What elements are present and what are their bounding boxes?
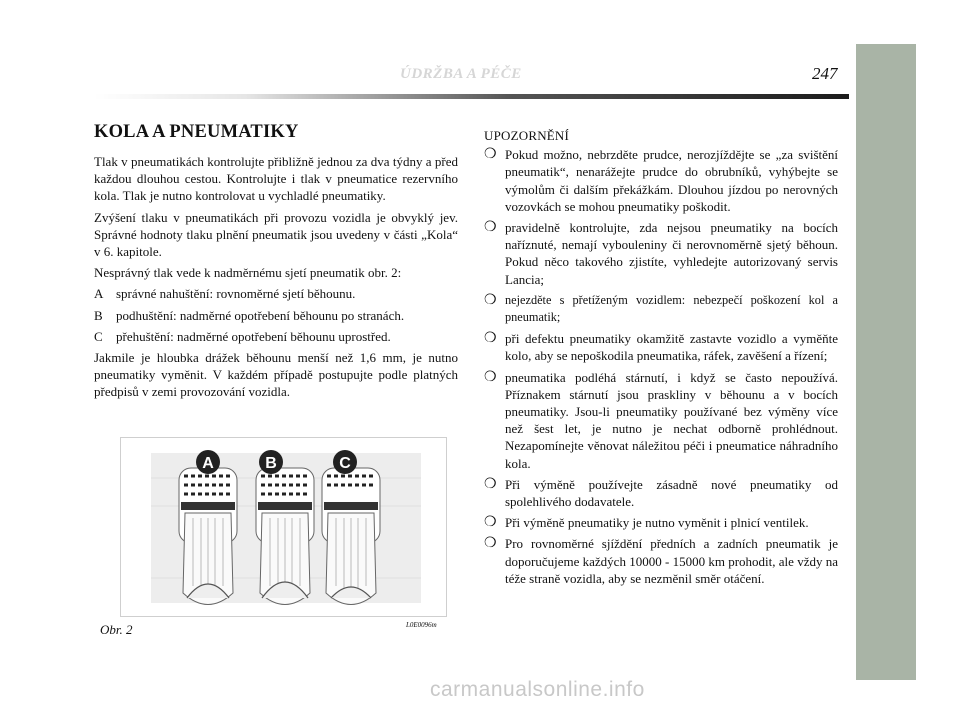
tire-a-icon bbox=[179, 450, 237, 605]
tire-c-icon bbox=[322, 450, 380, 605]
warning-item bbox=[484, 476, 838, 510]
paragraph: Jakmile je hloubka drážek běhounu menší než 1,6 mm, je nutno pneumatiky vyměnit. V každém případě postupujte podle platných předpisů v zemi provozování vozidla. bbox=[94, 350, 458, 400]
warning-text: pneumatika podléhá stárnutí, i když se často nepoužívá. Příznakem stárnutí jsou praskliny v běhounu a v bocích pneumatiky. Jsou-li pneumatiky používané bez výměny více než šest let, je nutno je nechat odborně prohlédnout. Nezapomínejte věnovat náležitou péči i pneumatice náhradního kola. bbox=[505, 369, 838, 471]
figure-label-c: C bbox=[339, 455, 351, 472]
bullet-icon: ❍ bbox=[484, 292, 497, 308]
warning-text: Při výměně používejte zásadně nové pneumatiky od spolehlivého dodavatele. bbox=[505, 476, 838, 510]
paragraph: Zvýšení tlaku v pneumatikách při provozu vozidla je obvyklý jev. Správné hodnoty tlaku plnění pneumatik jsou uvedeny v části „Kola“ v 6. kapitole. bbox=[94, 209, 458, 260]
figure-label-a: A bbox=[202, 455, 214, 472]
paragraph: Tlak v pneumatikách kontrolujte přibližně jednou za dva týdny a před každou dlouhou cestou. Kontrolujte i tlak v pneumatice rezervního kola. Tlak je nutno kontrolovat u vychladlé pneumatiky. bbox=[94, 154, 458, 204]
warning-text: Pro rovnoměrné sjíždění předních a zadních pneumatik je doporučujeme každých 10000 - 15000 km prohodit, ale vždy na téže straně vozidla, aby se nezměnil směr otáčení. bbox=[505, 536, 838, 586]
bullet-icon: ❍ bbox=[484, 147, 497, 163]
list-letter: B bbox=[94, 307, 103, 323]
tire-wear-illustration bbox=[121, 438, 448, 618]
chapter-side-tab bbox=[856, 44, 916, 680]
warning-text: při defektu pneumatiky okamžitě zastavte vozidlo a vyměňte kolo, aby se nepoškodila pneumatika, ráfek, zavěšení a řízení; bbox=[505, 331, 838, 364]
bullet-icon: ❍ bbox=[484, 331, 497, 347]
page-number: 247 bbox=[812, 64, 838, 83]
paragraph: Nesprávný tlak vede k nadměrnému sjetí pneumatik obr. 2: bbox=[94, 265, 402, 281]
warning-title: UPOZORNĚNÍ bbox=[484, 128, 570, 143]
list-item bbox=[94, 328, 458, 345]
watermark: carmanualsonline.info bbox=[430, 678, 645, 701]
right-column bbox=[484, 127, 838, 591]
bullet-icon: ❍ bbox=[484, 476, 497, 492]
running-header: ÚDRŽBA A PÉČE bbox=[400, 66, 522, 82]
warning-text: pravidelně kontrolujte, zda nejsou pneumatiky na bocích naříznuté, nemají vybouleniny či nerovnoměrně sjetý běhoun. Pokud něco takového zjistíte, vyhledejte autorizovaný servis Lancia; bbox=[505, 220, 838, 287]
list-text: přehuštění: nadměrné opotřebení běhounu uprostřed. bbox=[116, 328, 391, 344]
warning-item bbox=[484, 219, 838, 288]
warning-item bbox=[484, 369, 838, 472]
warning-item bbox=[484, 514, 838, 531]
left-column bbox=[94, 122, 458, 405]
list-letter: C bbox=[94, 328, 103, 344]
figure-code: L0E0096m bbox=[406, 621, 437, 629]
warning-text: Při výměně pneumatiky je nutno vyměnit i plnicí ventilek. bbox=[505, 515, 809, 531]
list-item bbox=[94, 285, 458, 302]
list-item bbox=[94, 307, 458, 324]
figure-caption: Obr. 2 bbox=[100, 622, 133, 637]
bullet-icon: ❍ bbox=[484, 536, 497, 552]
figure-label-b: B bbox=[265, 455, 277, 472]
bullet-icon: ❍ bbox=[484, 369, 497, 385]
header-rule bbox=[94, 94, 849, 99]
bullet-icon: ❍ bbox=[484, 220, 497, 236]
tire-wear-figure bbox=[120, 437, 447, 617]
list-text: podhuštění: nadměrné opotřebení běhounu po stranách. bbox=[116, 307, 405, 323]
list-letter: A bbox=[94, 286, 104, 302]
warning-item bbox=[484, 292, 838, 326]
warning-item bbox=[484, 146, 838, 215]
warning-item bbox=[484, 330, 838, 364]
warning-text: nejezděte s přetíženým vozidlem: nebezpečí poškození kol a pneumatik; bbox=[505, 292, 838, 325]
bullet-icon: ❍ bbox=[484, 515, 497, 531]
section-title: KOLA A PNEUMATIKY bbox=[94, 122, 299, 142]
warning-item bbox=[484, 535, 838, 587]
warning-text: Pokud možno, nebrzděte prudce, nerozjíždějte se „za svištění pneumatik“, nenarážejte prudce do obrubníků, vyhýbejte se výmolům či dalším překážkám. Dlouhou jízdou po nerovných vozovkách se mohou pneumatiky poškodit. bbox=[505, 147, 838, 214]
list-text: správné nahuštění: rovnoměrné sjetí běhounu. bbox=[116, 286, 356, 302]
tire-b-icon bbox=[256, 450, 314, 605]
